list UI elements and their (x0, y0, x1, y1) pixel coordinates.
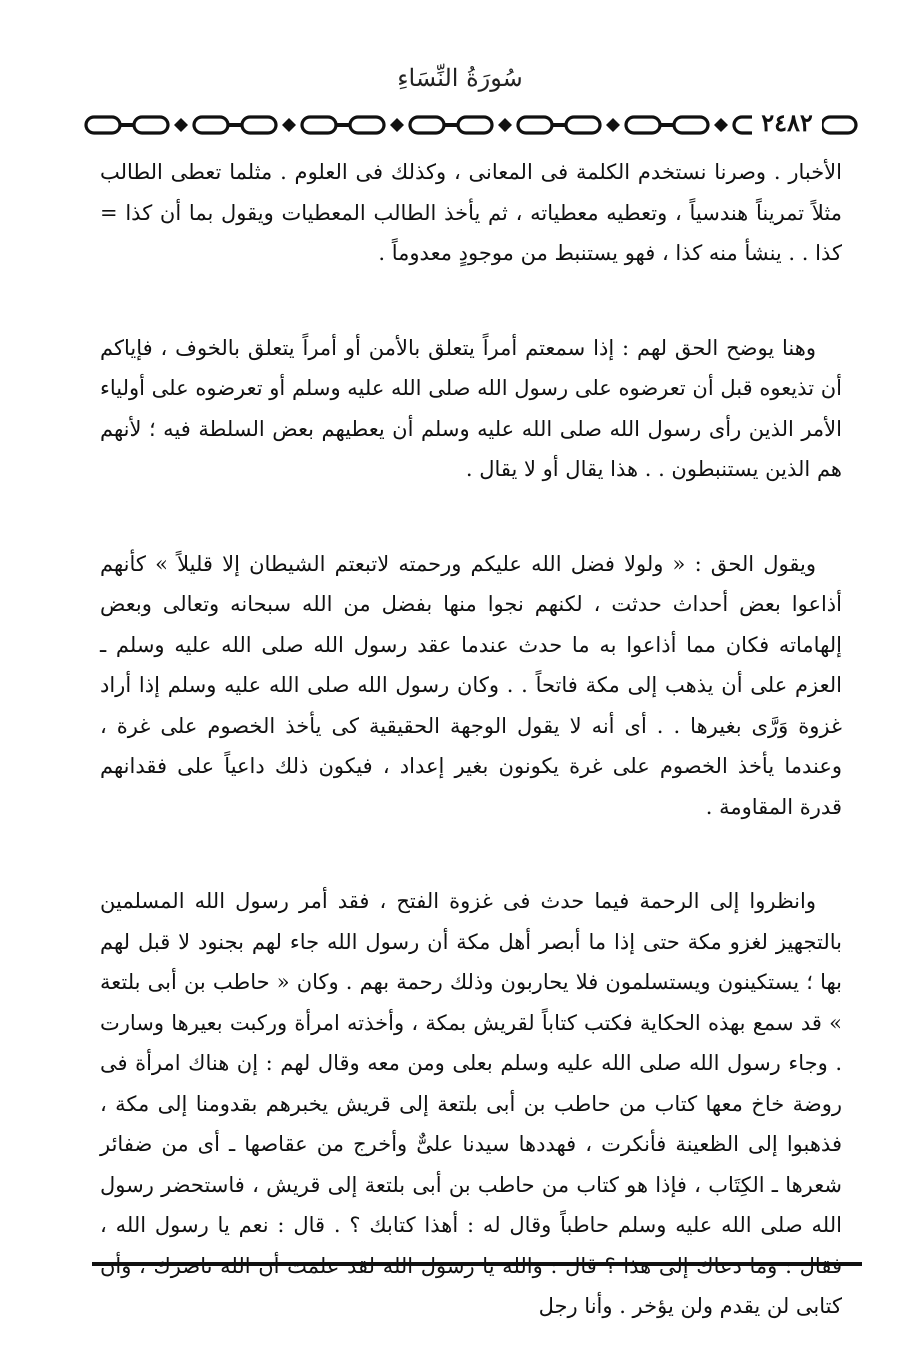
page-text (100, 152, 842, 1327)
footer-rule (92, 1262, 862, 1266)
paragraph-1: الأخبار . وصرنا نستخدم الكلمة فى المعانى ، وكذلك فى العلوم . مثلما تعطى الطالب مثلاً تمريناً هندسياً ، وتعطيه معطياته ، ثم يأخذ الطالب المعطيات ويقول بما أن كذا = كذا . . ينشأ منه كذا ، فهو يستنبط من موجودٍ معدوماً . (100, 160, 842, 265)
paragraph-2: وهنا يوضح الحق لهم : إذا سمعتم أمراً يتعلق بالأمن أو أمراً يتعلق بالخوف ، فإياكم أن تذيعوه قبل أن تعرضوه على رسول الله صلى الله عليه وسلم أو تعرضوه على أولياء الأمر الذين رأى رسول الله صلى الله عليه وسلم أن يعطيهم بعض السلطة فيه ؛ لأنهم هم الذين يستنبطون . . هذا يقال أو لا يقال . (100, 335, 842, 481)
ornamental-border (82, 110, 862, 140)
page-number: ٢٤٨٢ (752, 106, 822, 140)
paragraph-4: وانظروا إلى الرحمة فيما حدث فى غزوة الفتح ، فقد أمر رسول الله المسلمين بالتجهيز لغزو مكة حتى إذا ما أبصر أهل مكة أن رسول الله جاء لهم بجنود لا قبل لهم بها ؛ يستكينون ويستسلمون فلا يحاربون وذلك رحمة بهم . وكان « حاطب بن أبى بلتعة » قد سمع بهذه الحكاية فكتب كتاباً لقريش بمكة ، وأخذته امرأة وركبت بعيرها وسارت . وجاء رسول الله صلى الله عليه وسلم بعلى ومن معه وقال لهم : إن هناك امرأة فى روضة خاخ معها كتاب من حاطب بن أبى بلتعة إلى قريش يخبرهم بقدومنا إلى مكة ، فذهبوا إلى الظعينة فأنكرت ، فهددها سيدنا علىٌّ وأخرج من عقاصها ـ أى من ضفائر شعرها ـ الكِتَاب ، فإذا هو كتاب من حاطب بن أبى بلتعة إلى قريش ، فاستحضر رسول الله صلى الله عليه وسلم حاطباً وقال له : أهذا كتابك ؟ . قال : نعم يا رسول الله ، كتابى لن يقدم ولن يؤخر . وأنا رجل (100, 889, 842, 1318)
paragraph-3: ويقول الحق : « ولولا فضل الله عليكم ورحمته لاتبعتم الشيطان إلا قليلاً » كأنهم أذاعوا بعض أحداث حدثت ، لكنهم نجوا منها بفضل من الله سبحانه وتعالى وبعض إلهاماته فكان مما أذاعوا به ما حدث عندما عقد رسول الله صلى الله عليه وسلم ـ العزم على أن يذهب إلى مكة فاتحاً . . وكان رسول الله صلى الله عليه وسلم إذا أراد غزوة وَرَّى بغيرها . . أى أنه لا يقول الوجهة الحقيقية كى يأخذ الخصوم على غرة ، وعندما يأخذ الخصوم على غرة يكونون بغير إعداد ، فيكون ذلك داعياً على فقدانهم قدرة المقاومة . (100, 551, 842, 819)
surah-title: سُورَةُ النِّسَاءِ (397, 64, 523, 92)
